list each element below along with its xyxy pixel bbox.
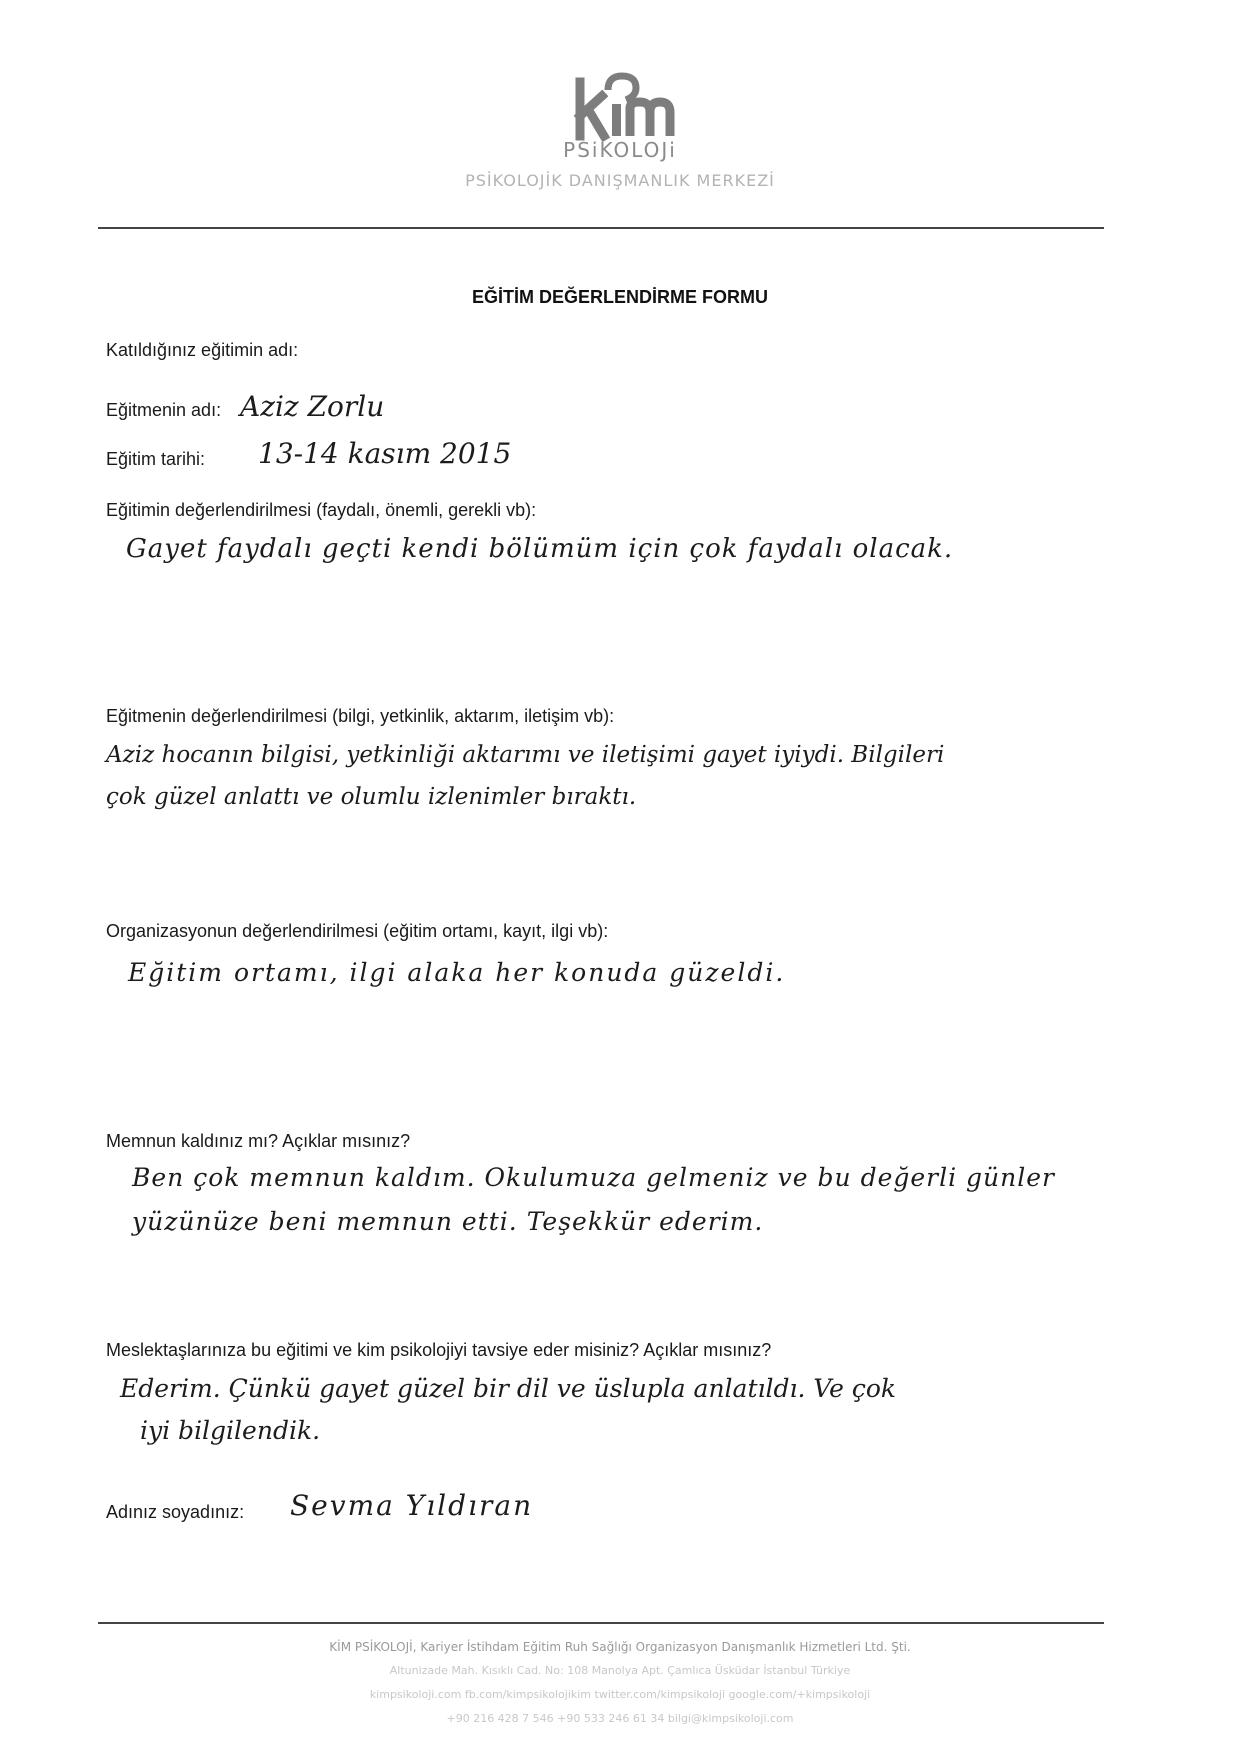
satisfaction-label: Memnun kaldınız mı? Açıklar mısınız? [106,1131,411,1151]
logo-brand: PSiKOLOJi [563,138,677,162]
name-label: Adınız soyadınız: [106,1502,245,1522]
trainer-eval-label: Eğitmenin değerlendirilmesi (bilgi, yetkinlik, aktarım, iletişim vb): [106,706,615,726]
satisfaction-answer-line1: Ben çok memnun kaldım. Okulumuza gelmeniz ve bu değerli günler [132,1163,1055,1192]
signature-name-answer: Sevma Yıldıran [290,1489,534,1522]
training-eval-label: Eğitimin değerlendirilmesi (faydalı, önemli, gerekli vb): [106,500,537,520]
trainer-name-answer: Aziz Zorlu [240,390,385,423]
org-eval-answer: Eğitim ortamı, ilgi alaka her konuda güzeldi. [128,958,786,987]
footer-web: kimpsikoloji.com fb.com/kimpsikolojikim twitter.com/kimpsikoloji google.com/+kimpsikoloji [369,1688,871,1701]
satisfaction-answer-line2: yüzünüze beni memnun etti. Teşekkür ederim. [132,1207,764,1236]
recommend-answer-line1: Ederim. Çünkü gayet güzel bir dil ve üslupla anlatıldı. Ve çok [120,1374,897,1403]
org-eval-label: Organizasyonun değerlendirilmesi (eğitim ortamı, kayıt, ilgi vb): [106,921,609,941]
training-date-label: Eğitim tarihi: [106,449,206,469]
footer-address: Altunizade Mah. Kısıklı Cad. No: 108 Manolya Apt. Çamlıca Üsküdar İstanbul Türkiye [389,1664,851,1677]
logo-subtitle: PSİKOLOJİK DANIŞMANLIK MERKEZİ [465,171,775,190]
form-title: EĞİTİM DEĞERLENDİRME FORMU [472,287,768,307]
recommend-answer-line2: iyi bilgilendik. [140,1416,321,1445]
trainer-eval-answer-line2: çok güzel anlattı ve olumlu izlenimler bıraktı. [106,784,637,810]
footer-divider [98,1622,1104,1624]
training-date-answer: 13-14 kasım 2015 [258,437,512,470]
footer-contact: +90 216 428 7 546 +90 533 246 61 34 bilgi@kimpsikoloji.com [446,1712,794,1725]
header-divider [98,227,1104,229]
recommend-label: Meslektaşlarınıza bu eğitimi ve kim psikolojiyi tavsiye eder misiniz? Açıklar mısınız? [106,1340,772,1360]
trainer-eval-answer-line1: Aziz hocanın bilgisi, yetkinliği aktarımı ve iletişimi gayet iyiydi. Bilgileri [106,742,945,768]
footer-company: KİM PSİKOLOJİ, Kariyer İstihdam Eğitim Ruh Sağlığı Organizasyon Danışmanlık Hizmetleri Ltd. Şti. [329,1640,911,1654]
training-eval-answer: Gayet faydalı geçti kendi bölümüm için çok faydalı olacak. [126,534,954,564]
trainer-name-label: Eğitmenin adı: [106,400,222,420]
training-name-label: Katıldığınız eğitimin adı: [106,340,299,360]
